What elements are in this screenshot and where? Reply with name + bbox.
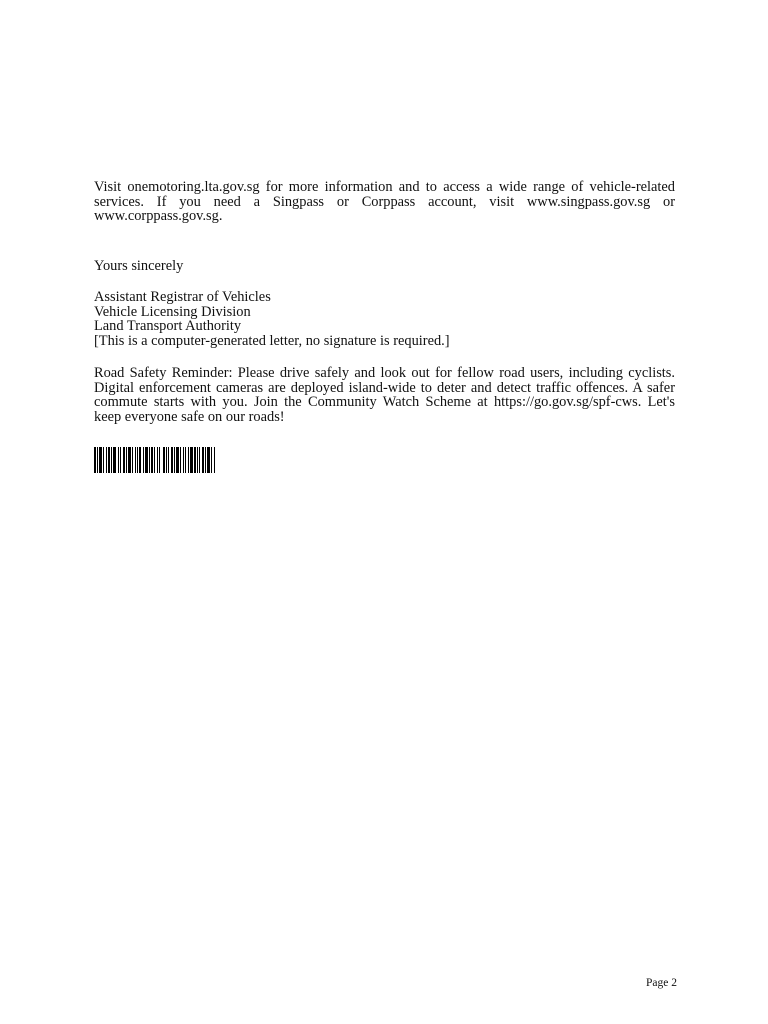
signoff-note: [This is a computer-generated letter, no signature is required.] [94,332,450,349]
signoff-division: Vehicle Licensing Division [94,303,251,320]
signoff-authority: Land Transport Authority [94,318,242,335]
signoff-title: Assistant Registrar of Vehicles [94,289,271,305]
road-safety-reminder: Road Safety Reminder: Please drive safely and look out for fellow road users, including cyclists. Digital enforcement cameras are deployed island-wide to deter and detect traffic offences. A safer commute starts with you. Join the Community Watch Scheme at https://go.gov.sg/spf-cws. Let's keep everyone safe on our roads! [94,365,675,425]
signoff-block [94,290,675,348]
page-number: Page 2 [646,977,677,989]
closing-line: Yours sincerely [94,258,184,274]
info-paragraph: Visit onemotoring.lta.gov.sg for more information and to access a wide range of vehicle-related services. If you need a Singpass or Corppass account, visit www.singpass.gov.sg or www.corppass.gov.sg. [94,179,675,225]
barcode-icon [94,447,240,473]
